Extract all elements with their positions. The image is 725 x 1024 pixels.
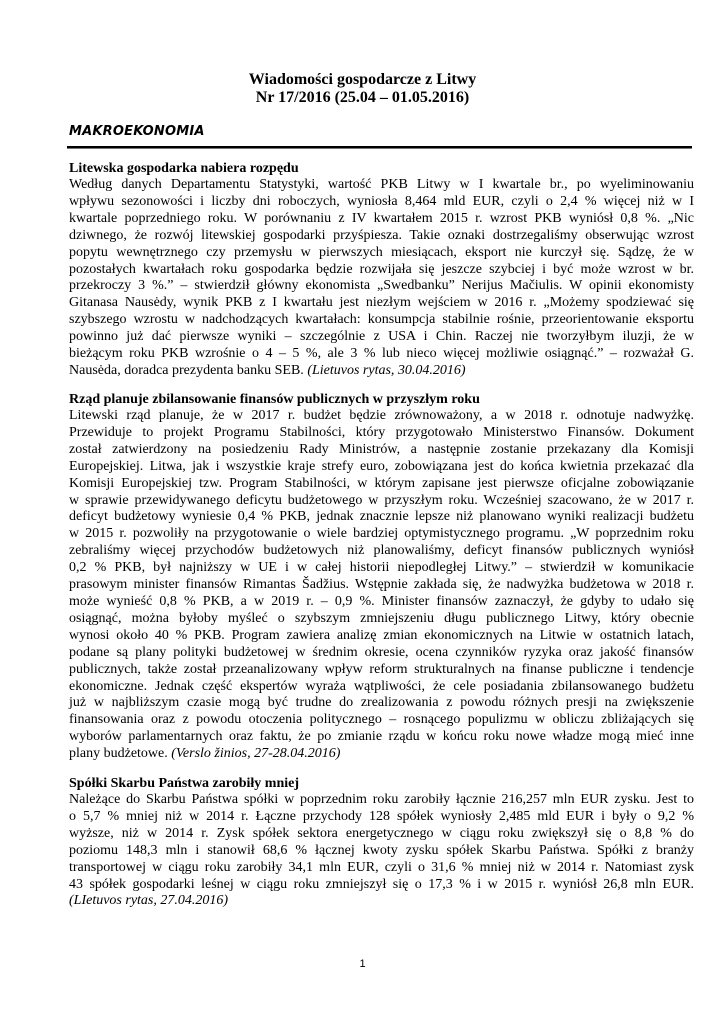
text-line: Przewiduje to projekt Programu Stabilności, który przygotowało Ministerstwo Finansów. Dokument — [69, 424, 694, 440]
text-line: Litewski rząd planuje, że w 2017 r. budżet będzie zrównoważony, a w 2018 r. odnotuje nadwyżkę. — [69, 408, 694, 423]
text-line: wyższe, niż w 2014 r. Zysk spółek sektora energetycznego w ciągu roku zwiększył się o 8,8 % do — [69, 825, 694, 841]
text-line: deficyt budżetowy wyniesie 0,4 % PKB, jednak znacznie lepsze niż planowano wyniki realizacji budżetu — [69, 509, 694, 525]
text-line: w 2015 r. pozwoliły na przygotowanie o wiele bardziej optymistycznego programu. „W poprzednim roku — [69, 526, 694, 542]
source-citation: (Lietuvos rytas, 30.04.2016) — [307, 362, 466, 378]
text-line: Należące do Skarbu Państwa spółki w poprzednim roku zarobiły łącznie 216,257 mln EUR zysku. Jest to — [69, 792, 694, 807]
text-line: podane są plany polityki budżetowej w średnim okresie, ocena czynników ryzyka oraz jakość finansów — [69, 644, 694, 660]
text-line: osiągnąć, można byłoby myśleć o szybszym zmniejszeniu długu publicznego Litwy, który obecnie — [69, 610, 694, 626]
text-line: już w najbliższym czasie mogą być trudne do zrealizowania z powodu różnych presji na zwiększenie — [69, 695, 694, 711]
text-line: w sprawie przewidywanego deficytu budżetowego w przyszłym roku. Wcześniej szacowano, że w 2017 r. — [69, 492, 694, 508]
text-line: Gitanasa Nausėdy, wynik PKB z I kwartału jest niezłym wejściem w 2016 r. „Możemy spodziewać się — [69, 295, 694, 311]
article-title: Rząd planuje zbilansowanie finansów publicznych w przyszłym roku — [69, 392, 480, 407]
text-line: szybszego wzrostu w nadchodzących kwartałach: konsumpcja stabilnie rośnie, przeorientowanie eksportu — [69, 312, 694, 328]
source-citation: (Verslo žinios, 27-28.04.2016) — [171, 746, 341, 762]
text-line: dziwnego, że rozwój litewskiej gospodarki przyśpiesza. Takie oznaki dostrzegaliśmy obserwując wzrost — [69, 227, 694, 243]
text-line: publicznych, także został przeanalizowany wpływ reform strukturalnych na finanse publiczne i tendencje — [69, 661, 694, 677]
text-line-last — [69, 363, 694, 380]
text-line: Komisji Europejskiej tzw. Program Stabilności, w którym zapisane jest pierwsze oficjalne zobowiązanie — [69, 475, 694, 491]
text-line: wyborów parlamentarnych oraz faktu, że po zmianie rządu w końcu roku nowe władze mogą mieć inne — [69, 729, 694, 745]
text-line: został zatwierdzony na posiedzeniu Rady Ministrów, a następnie zostanie przekazany dla Komisji — [69, 441, 694, 457]
document-title — [0, 71, 725, 107]
text-line-end: Nausėda, doradca prezydenta banku SEB. — [69, 362, 304, 378]
text-line: 0,2 % PKB, był najniższy w UE i w całej historii niepodległej Litwy.” – stwierdził w komunikacie — [69, 560, 694, 576]
text-line-end: plany budżetowe. — [69, 746, 168, 762]
text-line-last — [69, 893, 694, 910]
article-1 — [69, 160, 694, 380]
text-line: kwartale poprzedniego roku. W porównaniu z IV kwartałem 2015 r. wzrost PKB wyniósł 0,8 %. „Nic — [69, 210, 694, 226]
text-line: popytu wewnętrznego czy przemysłu w pierwszych miesiącach, eksport nie kurczył się. Sądzę, że w — [69, 244, 694, 260]
text-line: finansowania oraz z powodu otoczenia politycznego – rosnącego populizmu w obliczu zbliżających się — [69, 712, 694, 728]
text-line: zebraliśmy więcej przychodów budżetowych niż planowaliśmy, deficyt finansów publicznych wyniósł — [69, 543, 694, 559]
title-line-1: Wiadomości gospodarcze z Litwy — [248, 71, 477, 88]
text-line: 43 spółek gospodarki leśnej w ciągu roku zmniejszył się o 17,3 % i w 2015 r. wyniósł 26,8 mln EUR. — [69, 876, 694, 892]
text-line: Według danych Departamentu Statystyki, wartość PKB Litwy w I kwartale br., po wyeliminowaniu — [69, 177, 694, 192]
text-line: może wynieść 0,8 % PKB, a w 2019 r. – 0,9 %. Minister finansów zaznaczył, że gdyby to udało się — [69, 593, 694, 609]
text-line: pozostałych kwartałach roku gospodarka będzie rozwijała się jeszcze szybciej i być może wzrost w br. — [69, 261, 694, 277]
text-line: poziomu 148,3 mln i stanowił 68,6 % łącznej kwoty zysku spółek Skarbu Państwa. Spółki z branży — [69, 842, 694, 858]
article-body — [69, 792, 694, 910]
text-line: transportowej w ciągu roku zarobiły 34,1 mln EUR, czyli o 31,6 % mniej niż w 2014 r. Natomiast zysk — [69, 859, 694, 875]
text-line: o 5,7 % mniej niż w 2014 r. Łączne przychody 128 spółek wyniosły 2,485 mld EUR i były o 9,2 % — [69, 808, 694, 824]
text-line-last — [69, 746, 694, 763]
text-line: prasowym minister finansów Rimantas Šadžius. Wstępnie zakłada się, że nadwyżka budżetowa w 2018 r. — [69, 577, 694, 593]
text-line: Europejskiej. Litwa, jak i wszystkie kraje strefy euro, zobowiązana jest do końca kwietnia przekazać dla — [69, 458, 694, 474]
article-body — [69, 177, 694, 380]
text-line: przekroczy 3 %.” – stwierdził główny ekonomista „Swedbanku” Nerijus Mačiulis. W opinii ekonomisty — [69, 278, 694, 294]
text-line: ekonomiczne. Jednak część ekspertów wyraża wątpliwości, że cele posiadania zbilansowanego budżetu — [69, 678, 694, 694]
text-line: wpływu sezonowości i liczby dni roboczych, wyniosła 8,464 mld EUR, czyli o 2,4 % więcej niż w I — [69, 193, 694, 209]
article-2 — [69, 391, 694, 763]
page-number: 1 — [359, 958, 366, 970]
text-line: bieżącym roku PKB wzrośnie o 4 – 5 %, ale 3 % lub nieco więcej możliwie osiągnąć.” – rozważał G. — [69, 346, 694, 362]
section-divider — [67, 146, 692, 148]
article-body — [69, 408, 694, 763]
article-title: Litewska gospodarka nabiera rozpędu — [69, 161, 299, 176]
source-citation: (LIetuvos rytas, 27.04.2016) — [69, 893, 229, 909]
text-line: powinno już dać pierwsze wyniki – szczególnie z USA i Chin. Raczej nie tworzyłbym iluzji, że w — [69, 329, 694, 345]
article-title: Spółki Skarbu Państwa zarobiły mniej — [69, 776, 300, 791]
title-line-2: Nr 17/2016 (25.04 – 01.05.2016) — [255, 89, 470, 106]
text-line: wynosi około 40 % PKB. Program zawiera analizę zmian ekonomicznych na Litwie w ostatnich latach, — [69, 627, 694, 643]
article-3 — [69, 775, 694, 910]
section-heading: MAKROEKONOMIA — [69, 124, 205, 139]
